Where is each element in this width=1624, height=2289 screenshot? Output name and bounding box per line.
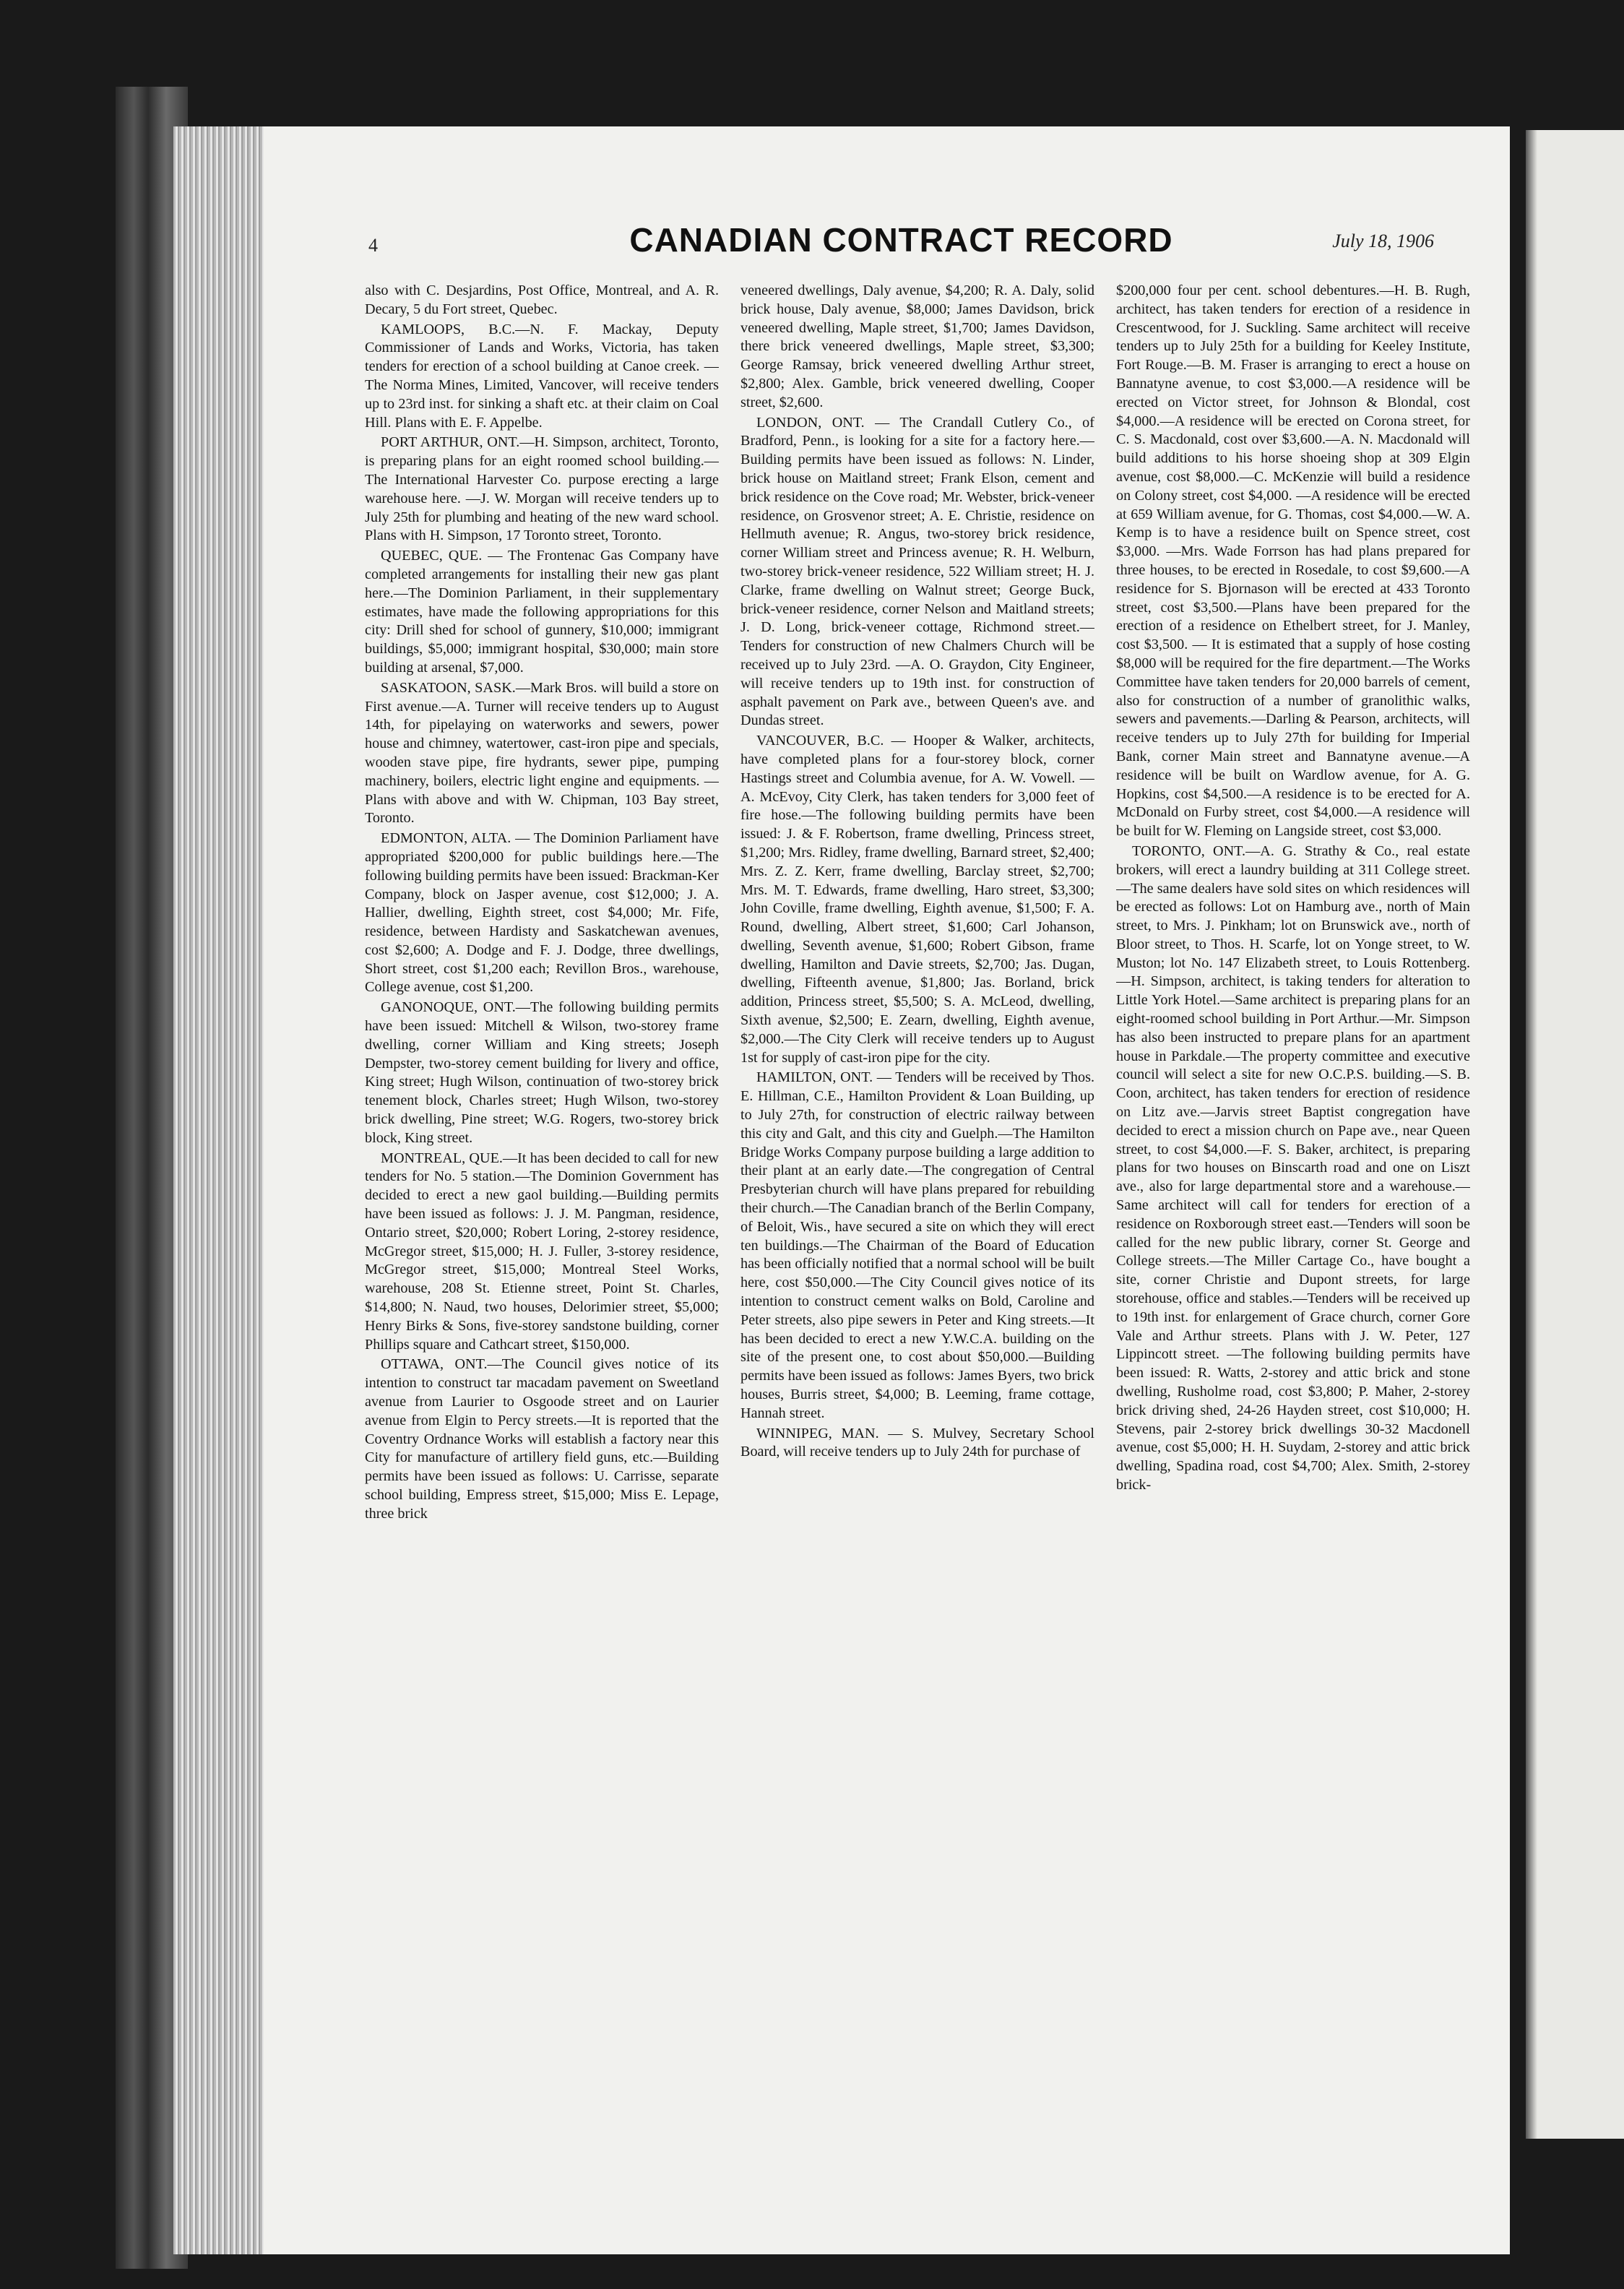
paragraph: LONDON, ONT. — The Crandall Cutlery Co., of Bradford, Penn., is looking for a site for a factory here.—Building permits have been issued as follows: N. Linder, brick house on Maitland street; Frank Elson, cement and brick residence on the Cove road; Mr. Webster, brick-veneer residence, on Grosvenor street; A. E. Christie, residence on Hellmuth avenue; R. Angus, two-storey brick residence, corner William street and Princess avenue; R. H. Welburn, two-storey brick-veneer residence, 522 William street; H. J. Clarke, frame dwelling on Walnut street; George Buck, brick-veneer residence, corner Nelson and Maitland streets; J. D. Long, brick-veneer cottage, Richmond street.—Tenders for construction of new Chalmers Church will be received up to July 23rd. —A. O. Graydon, City Engineer, will receive tenders up to 19th inst. for construction of asphalt pavement on Park ave., between Queen's ave. and Dundas street. bbox=[740, 414, 1094, 729]
article-columns bbox=[365, 282, 1470, 2218]
paragraph: also with C. Desjardins, Post Office, Montreal, and A. R. Decary, 5 du Fort street, Quebec. bbox=[365, 283, 719, 317]
page-number: 4 bbox=[368, 235, 378, 256]
paragraph: TORONTO, ONT.—A. G. Strathy & Co., real estate brokers, will erect a laundry building at 311 College street.—The same dealers have sold sites on which residences will be erected as follows: Lot on Hamburg ave., north of Main street, to Mrs. J. Pinkham; lot on Brunswick ave., north of Bloor street, to Thos. H. Scarfe, lot on Yonge street, to W. Muston; lot No. 147 Elizabeth street, to Louis Rottenberg.—H. Simpson, architect, is taking tenders for alteration to Little York Hotel.—Same architect is preparing plans for an eight-roomed school building in Port Arthur.—Mr. Simpson has also been instructed to prepare plans for an apartment house in Parkdale.—The property committee and executive council will select a site for new O.C.P.S. building.—S. B. Coon, architect, has taken tenders for erection of residence on Litz ave.—Jarvis street Baptist congregation have decided to erect a mission church on Pape ave., near Queen street, to cost $4,000.—F. S. Baker, architect, is preparing plans for two houses on Binscarth road and one on Liszt ave., also for large departmental store and a warehouse.—Same architect will call for tenders for erection of a residence on Roxborough street east.—Tenders will soon be called for the new public library, corner St. George and College streets.—The Miller Cartage Co., have bought a site, corner Christie and Dupont streets, for large storehouse, office and stables.—Tenders will be received up to 19th inst. for enlargement of Grace church, corner Gore Vale and Arthur streets. Plans with J. W. Peter, 127 Lippincott street. —The following building permits have been issued: R. Watts, 2-storey and attic brick and stone dwelling, Rusholme road, cost $3,800; P. Maher, 2-storey brick driving shed, 24-26 Hayden street, cost $10,000; H. Stevens, pair 2-storey brick dwellings 30-32 Macdonell avenue, cost $5,000; H. H. Suydam, 2-storey and attic brick dwelling, Spadina road, cost $4,700; Alex. Smith, 2-storey brick- bbox=[1116, 842, 1470, 1493]
masthead-title: CANADIAN CONTRACT RECORD bbox=[629, 221, 1173, 259]
facing-page-edge bbox=[1526, 130, 1624, 2139]
page-edges bbox=[173, 126, 264, 2254]
page-header bbox=[368, 220, 1434, 264]
paragraph: WINNIPEG, MAN. — S. Mulvey, Secretary School Board, will receive tenders up to July 24th for purchase of bbox=[740, 1425, 1094, 1460]
paragraph: EDMONTON, ALTA. — The Dominion Parliament have appropriated $200,000 for public buildings here.—The following building permits have been issued: Brackman-Ker Company, block on Jasper avenue, cost $12,000; J. A. Hallier, dwelling, Eighth street, cost $4,000; Mr. Fife, residence, between Hardisty and Saskatchewan avenues, cost $2,600; A. Dodge and F. J. Dodge, three dwellings, Short street, cost $1,200 each; Revillon Bros., warehouse, College avenue, cost $1,200. bbox=[365, 830, 719, 996]
column-2 bbox=[740, 282, 1094, 2218]
paragraph: veneered dwellings, Daly avenue, $4,200; R. A. Daly, solid brick house, Daly avenue, $8,000; James Davidson, brick veneered dwelling, Maple street, $1,700; James Davidson, there brick veneered dwellings, Maple street, $3,300; George Ramsay, brick veneered dwelling Arthur street, $2,800; Alex. Gamble, brick veneered dwelling, Cooper street, $2,600. bbox=[740, 283, 1094, 410]
paragraph: KAMLOOPS, B.C.—N. F. Mackay, Deputy Commissioner of Lands and Works, Victoria, has taken tenders for erection of a school building at Canoe creek. — The Norma Mines, Limited, Vancover, will receive tenders up to 23rd inst. for sinking a shaft etc. at their claim on Coal Hill. Plans with E. F. Appelbe. bbox=[365, 321, 719, 431]
paragraph: $200,000 four per cent. school debentures.—H. B. Rugh, architect, has taken tenders for erection of a residence in Crescentwood, for J. Suckling. Same architect will receive tenders up to July 25th for a building for Keeley Institute, Fort Rouge.—B. M. Fraser is arranging to erect a house on Bannatyne avenue, to cost $3,000.—A residence will be erected on Victor street, for Johnson & Blondal, cost $4,000.—A residence will be erected on Corona street, for C. S. Macdonald, cost over $3,600.—A. N. Macdonald will build additions to his horse shoeing shop at 309 Elgin avenue, cost $8,000.—C. McKenzie will build a residence on Colony street, cost $4,000. —A residence will be erected at 659 William avenue, for G. Thomas, cost $4,000.—W. A. Kemp is to have a residence built on Spence street, cost $3,000. —Mrs. Wade Forrson has had plans prepared for three houses, to be erected in Rosedale, to cost $9,600.—A residence for S. Bjornason will be erected at 433 Toronto street, cost $3,500.—Plans have been prepared for the erection of a residence on Ethelbert street, for J. Manley, cost $3,500. — It is estimated that a supply of hose costing $8,000 will be required for the fire department.—The Works Committee have taken tenders for 20,000 barrels of cement, also for construction of a number of granolithic walks, sewers and pavements.—Darling & Pearson, architects, will receive tenders up to July 27th for building for Imperial Bank, corner Main street and Bannatyne avenue.—A residence will be built on Wardlow avenue, for A. G. Hopkins, cost $4,500.—A residence is to be erected for A. McDonald on Furby street, cost $4,000.—A residence will be built for W. Fleming on Langside street, cost $3,000. bbox=[1116, 283, 1470, 840]
column-1 bbox=[365, 282, 719, 2218]
issue-date: July 18, 1906 bbox=[1332, 230, 1434, 251]
paragraph: QUEBEC, QUE. — The Frontenac Gas Company have completed arrangements for installing their new gas plant here.—The Dominion Parliament, in their supplementary estimates, have made the following appropriations for this city: Drill shed for school of gunnery, $10,000; immigrant buildings, $5,000; immigrant hospital, $30,000; main store building at arsenal, $7,000. bbox=[365, 548, 719, 676]
paragraph: OTTAWA, ONT.—The Council gives notice of its intention to construct tar macadam pavement on Sweetland avenue from Laurier to Osgoode street and on Laurier avenue from Elgin to Percy streets.—It is reported that the Coventry Ordnance Works will establish a factory near this City for manufacture of artillery field guns, etc.—Building permits have been issued as follows: U. Carrisse, separate school building, Empress street, $15,000; Miss E. Lepage, three brick bbox=[365, 1356, 719, 1522]
paragraph: MONTREAL, QUE.—It has been decided to call for new tenders for No. 5 station.—The Dominion Government has decided to erect a new gaol building.—Building permits have been issued as follows: J. J. M. Pangman, residence, Ontario street, $20,000; Robert Loring, 2-storey residence, McGregor street, $15,000; H. J. Fuller, 3-storey residence, McGregor street, $15,000; Montreal Steel Works, warehouse, 208 St. Etienne street, Point St. Charles, $14,800; N. Naud, two houses, Delorimier street, $5,000; Henry Birks & Sons, five-storey sandstone building, corner Phillips square and Cathcart street, $150,000. bbox=[365, 1150, 719, 1353]
paragraph: GANONOQUE, ONT.—The following building permits have been issued: Mitchell & Wilson, two-storey frame dwelling, corner William and King streets; Joseph Dempster, two-storey cement building for livery and office, King street; Hugh Wilson, continuation of two-storey brick tenement block, Charles street; Hugh Wilson, two-storey brick dwelling, Pine street; W.G. Rogers, two-storey brick block, King street. bbox=[365, 999, 719, 1146]
paragraph: VANCOUVER, B.C. — Hooper & Walker, architects, have completed plans for a four-storey block, corner Hastings street and Columbia avenue, for A. W. Vowell. — A. McEvoy, City Clerk, has taken tenders for 3,000 feet of fire hose.—The following building permits have been issued: J. & F. Robertson, frame dwelling, Princess street, $1,200; Mrs. Ridley, frame dwelling, Barnard street, $2,400; Mrs. Z. Z. Kerr, frame dwelling, Barclay street, $2,700; Mrs. M. T. Edwards, frame dwelling, Haro street, $3,300; John Coville, frame dwelling, Eighth avenue, $1,500; F. A. Round, dwelling, Albert street, $1,600; Carl Johanson, dwelling, Seventh avenue, $1,600; Robert Gibson, frame dwelling, Hamilton and Davie streets, $2,700; Jas. Dugan, dwelling, Fifteenth avenue, $1,800; Jas. Borland, brick addition, Princess street, $5,500; S. A. McLeod, dwelling, Sixth avenue, $2,500; E. Zearn, dwelling, Eighth avenue, $2,000.—The City Clerk will receive tenders up to August 1st for supply of cast-iron pipe for the city. bbox=[740, 733, 1094, 1066]
column-3 bbox=[1116, 282, 1470, 2218]
paragraph: PORT ARTHUR, ONT.—H. Simpson, architect, Toronto, is preparing plans for an eight roomed school building.—The International Harvester Co. purpose erecting a large warehouse here. —J. W. Morgan will receive tenders up to July 25th for plumbing and heating of the new ward school. Plans with H. Simpson, 17 Toronto street, Toronto. bbox=[365, 434, 719, 544]
newspaper-page bbox=[264, 126, 1510, 2254]
paragraph: HAMILTON, ONT. — Tenders will be received by Thos. E. Hillman, C.E., Hamilton Provident & Loan Building, up to July 27th, for construction of electric railway between this city and Galt, and this city and Guelph.—The Hamilton Bridge Works Company purpose building a large addition to their plant at an early date.—The congregation of Central Presbyterian church will have plans prepared for rebuilding their church.—The Canadian branch of the Berlin Company, of Beloit, Wis., have secured a site on which they will erect ten buildings.—The Chairman of the Board of Education has been officially notified that a normal school will be built here, cost $50,000.—The City Council gives notice of its intention to construct cement walks on Bold, Caroline and Peter streets, also pipe sewers in Peter and King streets.—It has been decided to erect a new Y.W.C.A. building on the site of the present one, to cost about $50,000.—Building permits have been issued as follows: James Byers, two brick houses, Burris street, $4,000; B. Leeming, frame cottage, Hannah street. bbox=[740, 1069, 1094, 1421]
paragraph: SASKATOON, SASK.—Mark Bros. will build a store on First avenue.—A. Turner will receive tenders up to August 14th, for pipelaying on waterworks and sewers, power house and chimney, watertower, cast-iron pipe and specials, wooden stave pipe, fire hydrants, sewer pipe, pumping machinery, boilers, electric light engine and equipments. — Plans with above and with W. Chipman, 103 Bay street, Toronto. bbox=[365, 679, 719, 827]
